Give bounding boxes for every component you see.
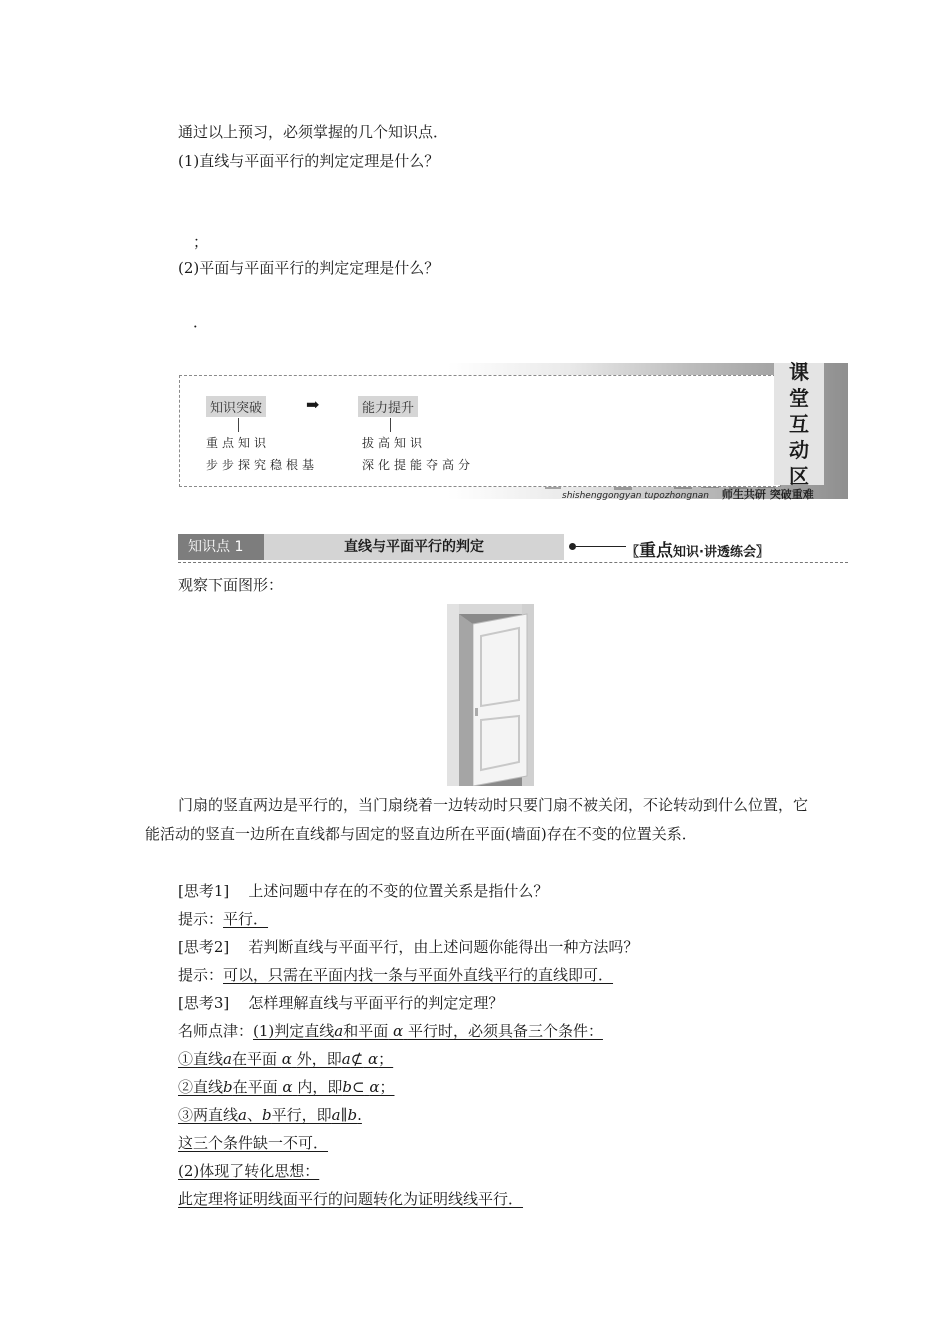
condition-1: [178, 1049, 393, 1069]
think-3: [178, 993, 503, 1013]
var-a: a: [238, 1106, 247, 1124]
arrow-right-icon: ➡: [306, 395, 320, 414]
emphasis-rest: 知识·讲透练会: [673, 545, 756, 560]
text-seg: ②直线: [178, 1078, 224, 1096]
header-rule: [576, 546, 626, 547]
hint-2-answer: 可以，只需在平面内找一条与平面外直线平行的直线即可．: [223, 966, 614, 984]
tag-ability-improvement: 能力提升: [358, 396, 418, 417]
text-seg: ③两直线: [178, 1106, 239, 1124]
var-a: a: [223, 1050, 232, 1068]
side-char: 区: [789, 464, 809, 488]
text-seg: ；: [378, 1050, 394, 1068]
var-alpha: α: [368, 1050, 379, 1068]
think-2-text: 若判断直线与平面平行，由上述问题你能得出一种方法吗？: [248, 938, 639, 956]
think-1-text: 上述问题中存在的不变的位置关系是指什么？: [248, 882, 549, 900]
text-seg: (1)判定直线: [253, 1022, 335, 1040]
text-seg: 在平面: [231, 1050, 277, 1068]
hint-1-label: 提示：: [178, 910, 224, 928]
text-seg: 平行时，必须具备三个条件：: [407, 1022, 603, 1040]
answer-2-blank: ．: [193, 313, 209, 331]
text-seg: 、: [246, 1106, 262, 1124]
observe-prompt: 观察下面图形：: [178, 576, 284, 594]
teacher-note-intro: [178, 1021, 603, 1041]
teacher-point-1: [253, 1022, 603, 1040]
var-a: a: [341, 1050, 351, 1068]
not-subset-symbol: ⊄: [350, 1050, 364, 1068]
text-seg: 外，即: [296, 1050, 342, 1068]
parallel-symbol: ∥: [340, 1106, 348, 1124]
text-seg: ①直线: [178, 1050, 224, 1068]
var-b: b: [347, 1106, 358, 1124]
section-emphasis: [626, 536, 769, 561]
think-2-tag: [思考2]: [178, 938, 230, 956]
var-b: b: [261, 1106, 272, 1124]
var-b: b: [223, 1078, 233, 1096]
subset-symbol: ⊂: [351, 1078, 365, 1096]
answer-1-blank: ；: [193, 233, 209, 251]
bracket-close: 〗: [755, 545, 769, 560]
banner-dashed-box: [179, 375, 781, 487]
hint-2: [178, 965, 613, 985]
teacher-point-2: (2)体现了转化思想：: [178, 1162, 320, 1180]
condition-3: [178, 1105, 362, 1125]
connector-right: [390, 418, 391, 432]
var-alpha: α: [282, 1078, 293, 1096]
condition-2: [178, 1077, 394, 1097]
side-char: 堂: [789, 386, 809, 410]
side-char: 课: [789, 360, 809, 384]
classroom-interaction-title: [774, 360, 824, 488]
var-alpha: α: [369, 1078, 380, 1096]
left-line-2: 步步探究稳根基: [206, 458, 319, 472]
bracket-open: 〖: [626, 545, 640, 560]
text-seg: 在平面: [232, 1078, 278, 1096]
right-line-2: 深化提能夺高分: [362, 458, 475, 472]
text-seg: 平行，即: [271, 1106, 332, 1124]
var-b: b: [342, 1078, 352, 1096]
emphasis-key: 重点: [639, 541, 674, 561]
classroom-banner: [178, 360, 848, 501]
side-char: 动: [789, 438, 809, 462]
var-a: a: [331, 1106, 341, 1124]
hint-1-answer: 平行．: [223, 910, 269, 928]
header-dashed-rule: [178, 562, 848, 563]
teacher-label: 名师点津：: [178, 1022, 254, 1040]
think-1-tag: [思考1]: [178, 882, 230, 900]
text-seg: .: [357, 1106, 362, 1124]
banner-slogan: 师生共研 突破重难: [721, 488, 814, 501]
intro-summary: 通过以上预习，必须掌握的几个知识点．: [178, 123, 449, 141]
question-1: (1)直线与平面平行的判定定理是什么？: [178, 152, 440, 170]
text-seg: ；: [379, 1078, 395, 1096]
text-seg: 和平面: [343, 1022, 389, 1040]
banner-footer: [562, 486, 814, 502]
section-title: 直线与平面平行的判定: [264, 534, 564, 560]
var-alpha: α: [393, 1022, 404, 1040]
hint-1: [178, 909, 268, 929]
left-line-1: 重点知识: [206, 436, 271, 450]
right-line-1: 拔高知识: [362, 436, 427, 450]
condition-note: 这三个条件缺一不可．: [178, 1134, 329, 1152]
open-door-illustration: [447, 604, 534, 786]
section-header: [178, 534, 848, 562]
text-seg: 内，即: [297, 1078, 343, 1096]
door-paragraph: 门扇的竖直两边是平行的，当门扇绕着一边转动时只要门扇不被关闭，不论转动到什么位置，它能活动的竖直一边所在直线都与固定的竖直边所在平面(墙面)存在不变的位置关系．: [145, 796, 809, 843]
think-3-text: 怎样理解直线与平面平行的判定定理？: [248, 994, 504, 1012]
banner-pinyin: shishenggongyan tupozhongnan: [562, 491, 710, 501]
bullet-dot-icon: [569, 543, 576, 550]
var-alpha: α: [281, 1050, 292, 1068]
question-2: (2)平面与平面平行的判定定理是什么？: [178, 259, 440, 277]
think-3-tag: [思考3]: [178, 994, 230, 1012]
hint-2-label: 提示：: [178, 966, 224, 984]
var-a: a: [334, 1022, 344, 1040]
teacher-point-3: 此定理将证明线面平行的问题转化为证明线线平行．: [178, 1190, 524, 1208]
tag-knowledge-breakthrough: 知识突破: [206, 396, 266, 417]
think-1: [178, 881, 548, 901]
side-char: 互: [789, 412, 809, 436]
connector-left: [238, 418, 239, 432]
section-label: 知识点 1: [178, 534, 264, 560]
think-2: [178, 937, 638, 957]
